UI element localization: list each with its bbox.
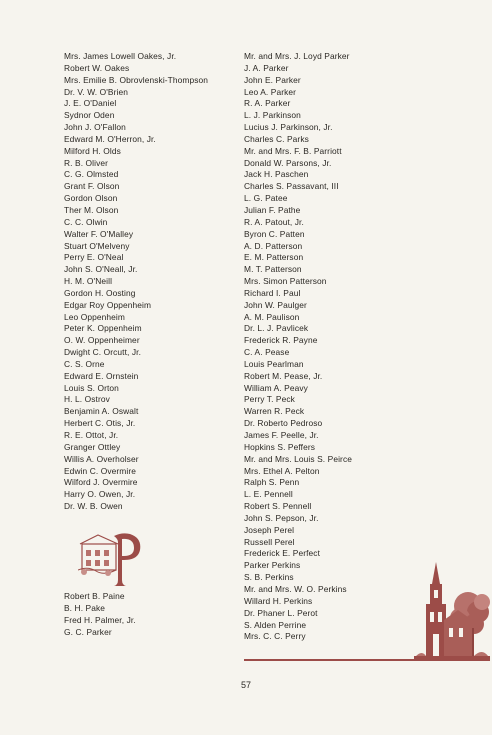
name-entry: Dr. Roberto Pedroso — [244, 418, 323, 429]
name-entry: Milford H. Olds — [64, 145, 121, 156]
name-entry: Jack H. Paschen — [244, 169, 309, 180]
name-entry: H. L. Ostrov — [64, 394, 110, 405]
name-entry: Edwin C. Overmire — [64, 465, 136, 476]
name-entry: Russell Perel — [244, 536, 295, 547]
name-list-right — [244, 51, 352, 643]
name-entry: James F. Peelle, Jr. — [244, 430, 319, 440]
church-tree-vignette-icon — [414, 562, 490, 662]
name-entry: Mrs. Emilie B. Obrovlenski-Thompson — [64, 74, 209, 85]
name-entry: Joseph Perel — [244, 524, 295, 535]
name-entry: Gordon H. Oosting — [64, 287, 136, 298]
name-entry: Benjamin A. Oswalt — [64, 406, 139, 417]
name-entry: L. E. Pennell — [244, 489, 293, 500]
name-entry: C. C. Olwin — [64, 216, 108, 227]
name-entry: E. M. Patterson — [244, 252, 304, 263]
name-entry: B. H. Pake — [64, 602, 106, 613]
name-entry: Dr. Phaner L. Perot — [244, 607, 318, 618]
name-entry: Granger Ottley — [64, 441, 121, 452]
name-list-left-bottom — [64, 591, 136, 638]
name-entry: Mrs. James Lowell Oakes, Jr. — [64, 51, 177, 61]
name-entry: Ther M. Olson — [64, 204, 119, 215]
name-entry: Stuart O'Melveny — [64, 240, 130, 251]
name-entry: Wilford J. Overmire — [64, 477, 138, 488]
page-number: 57 — [240, 680, 251, 690]
name-entry: C. G. Olmsted — [64, 169, 119, 180]
name-entry: M. T. Patterson — [244, 264, 302, 275]
name-entry: Dr. W. B. Owen — [64, 501, 123, 512]
name-entry: Walter F. O'Malley — [64, 228, 134, 239]
name-entry: R. A. Patout, Jr. — [244, 216, 304, 227]
name-entry: Harry O. Owen, Jr. — [64, 489, 136, 500]
name-entry: Edward E. Ornstein — [64, 370, 139, 381]
name-entry: John W. Paulger — [244, 299, 307, 310]
name-entry: Edward M. O'Herron, Jr. — [64, 133, 156, 144]
name-entry: Byron C. Patten — [244, 228, 305, 239]
name-entry: Edgar Roy Oppenheim — [64, 299, 152, 310]
name-entry: G. C. Parker — [64, 626, 112, 637]
name-entry: Louis Pearlman — [244, 358, 304, 369]
name-entry: Robert B. Paine — [64, 591, 125, 601]
name-entry: L. G. Patee — [244, 193, 288, 204]
name-entry: Mr. and Mrs. F. B. Parriott — [244, 145, 342, 156]
name-entry: Mr. and Mrs. W. O. Perkins — [244, 583, 347, 594]
name-entry: John J. O'Fallon — [64, 122, 126, 133]
name-entry: Gordon Olson — [64, 193, 118, 204]
name-entry: O. W. Oppenheimer — [64, 335, 140, 346]
name-entry: Mrs. Simon Patterson — [244, 276, 327, 287]
name-entry: John S. O'Neall, Jr. — [64, 264, 138, 275]
name-entry: Dwight C. Orcutt, Jr. — [64, 347, 142, 358]
name-entry: William A. Peavy — [244, 382, 308, 393]
name-entry: Leo Oppenheim — [64, 311, 125, 322]
name-entry: H. M. O'Neill — [64, 276, 113, 287]
name-entry: Peter K. Oppenheim — [64, 323, 142, 334]
name-entry: A. D. Patterson — [244, 240, 303, 251]
name-entry: C. S. Orne — [64, 358, 105, 369]
name-entry: Hopkins S. Peffers — [244, 441, 316, 452]
name-entry: J. E. O'Daniel — [64, 98, 117, 109]
name-entry: Julian F. Pathe — [244, 204, 301, 215]
name-entry: Frederick E. Perfect — [244, 548, 321, 559]
name-entry: Willis A. Overholser — [64, 453, 139, 464]
name-entry: Perry E. O'Neal — [64, 252, 124, 263]
decorated-letter-p-icon — [78, 530, 146, 588]
name-entry: Richard I. Paul — [244, 287, 301, 298]
name-entry: Donald W. Parsons, Jr. — [244, 157, 332, 168]
name-entry: Mrs. C. C. Perry — [244, 631, 306, 642]
name-entry: J. A. Parker — [244, 62, 289, 73]
name-entry: S. B. Perkins — [244, 572, 294, 583]
name-entry: Charles C. Parks — [244, 133, 309, 144]
name-entry: Grant F. Olson — [64, 181, 120, 192]
name-entry: John S. Pepson, Jr. — [244, 512, 319, 523]
name-entry: Herbert C. Otis, Jr. — [64, 418, 136, 429]
name-entry: C. A. Pease — [244, 347, 290, 358]
name-list-left — [64, 51, 208, 513]
name-entry: Frederick R. Payne — [244, 335, 318, 346]
name-entry: Warren R. Peck — [244, 406, 305, 417]
name-entry: Robert M. Pease, Jr. — [244, 370, 323, 381]
name-entry: Dr. L. J. Pavlicek — [244, 323, 309, 334]
name-entry: Robert S. Pennell — [244, 501, 312, 512]
name-entry: Louis S. Orton — [64, 382, 119, 393]
name-entry: John E. Parker — [244, 74, 301, 85]
name-entry: Mr. and Mrs. J. Loyd Parker — [244, 51, 350, 61]
name-entry: S. Alden Perrine — [244, 619, 307, 630]
name-entry: Perry T. Peck — [244, 394, 295, 405]
name-entry: Lucius J. Parkinson, Jr. — [244, 122, 333, 133]
name-entry: Mr. and Mrs. Louis S. Peirce — [244, 453, 352, 464]
name-entry: R. A. Parker — [244, 98, 291, 109]
name-entry: Willard H. Perkins — [244, 595, 313, 606]
bottom-rule — [244, 659, 490, 661]
name-entry: L. J. Parkinson — [244, 110, 301, 121]
name-entry: A. M. Paulison — [244, 311, 300, 322]
name-entry: Mrs. Ethel A. Pelton — [244, 465, 320, 476]
name-entry: Fred H. Palmer, Jr. — [64, 614, 136, 625]
name-entry: Parker Perkins — [244, 560, 301, 571]
name-entry: R. B. Oliver — [64, 157, 109, 168]
name-entry: R. E. Ottot, Jr. — [64, 430, 119, 440]
name-entry: Ralph S. Penn — [244, 477, 300, 488]
name-entry: Dr. V. W. O'Brien — [64, 86, 128, 97]
name-entry: Leo A. Parker — [244, 86, 297, 97]
name-entry: Sydnor Oden — [64, 110, 115, 121]
name-entry: Robert W. Oakes — [64, 62, 130, 73]
name-entry: Charles S. Passavant, III — [244, 181, 339, 192]
